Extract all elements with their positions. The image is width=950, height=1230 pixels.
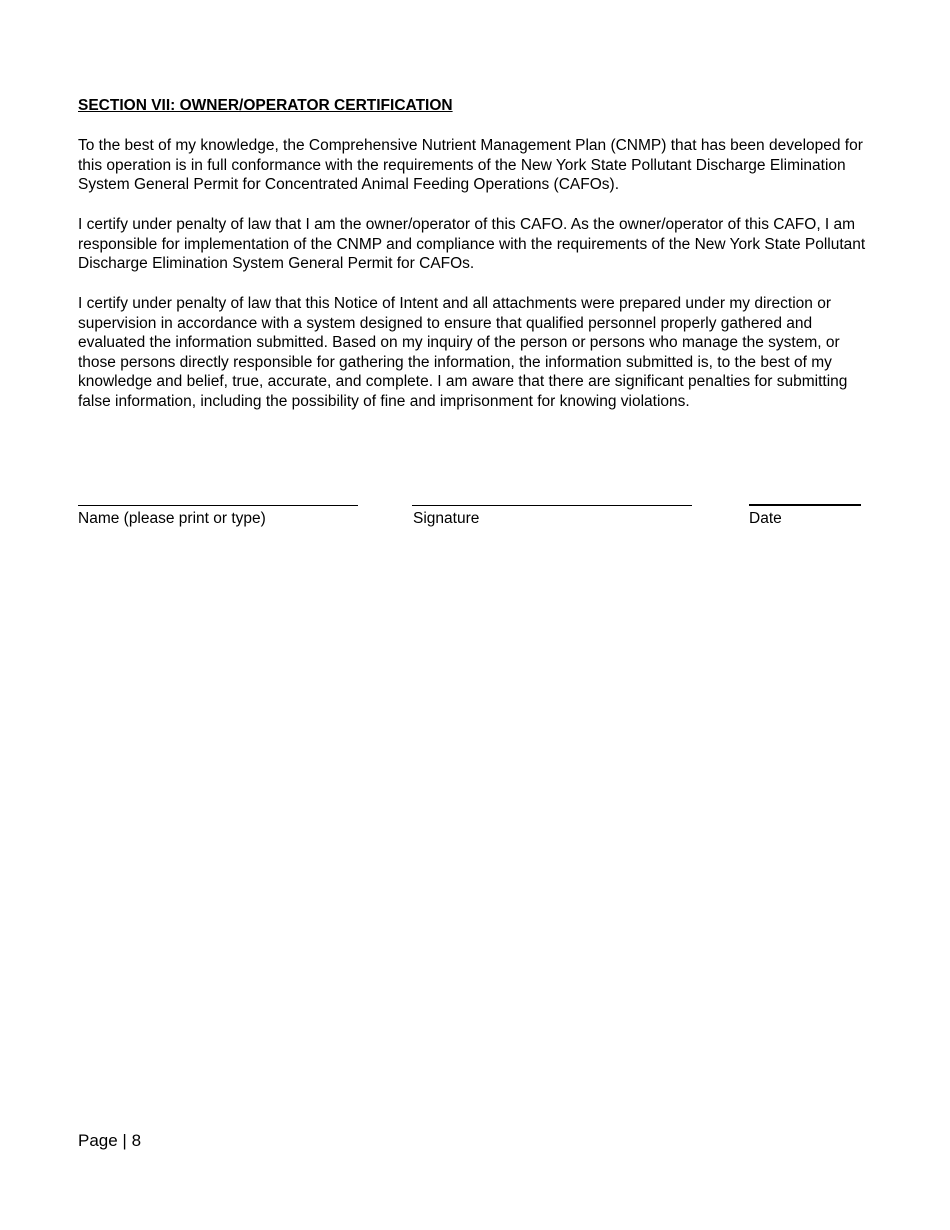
date-label: Date (749, 510, 782, 527)
paragraph-owner-responsibility: I certify under penalty of law that I am the owner/operator of this CAFO. As the owner/operator of this CAFO, I am responsible for implementation of the CNMP and compliance with the requirements of the New York State Pollutant Discharge Elimination System General Permit for CAFOs. (78, 216, 866, 273)
signature-line[interactable] (412, 505, 692, 506)
section-title: SECTION VII: OWNER/OPERATOR CERTIFICATION (78, 97, 453, 114)
signature-label: Signature (413, 510, 480, 527)
name-label: Name (please print or type) (78, 510, 266, 527)
paragraph-penalty-certification: I certify under penalty of law that this Notice of Intent and all attachments were prepared under my direction or supervision in accordance with a system designed to ensure that qualified personnel properly gathered and evaluated the information submitted. Based on my inquiry of the person or persons who manage the system, or those persons directly responsible for gathering the information, the information submitted is, to the best of my knowledge and belief, true, accurate, and complete. I am aware that there are significant penalties for submitting false information, including the possibility of fine and imprisonment for knowing violations. (78, 295, 848, 410)
paragraph-conformance: To the best of my knowledge, the Comprehensive Nutrient Management Plan (CNMP) that has been developed for this operation is in full conformance with the requirements of the New York State Pollutant Discharge Elimination System General Permit for Concentrated Animal Feeding Operations (CAFOs). (78, 137, 863, 194)
page-number: Page | 8 (78, 1131, 142, 1150)
date-signature-line[interactable] (749, 504, 861, 506)
name-signature-line[interactable] (78, 505, 358, 506)
